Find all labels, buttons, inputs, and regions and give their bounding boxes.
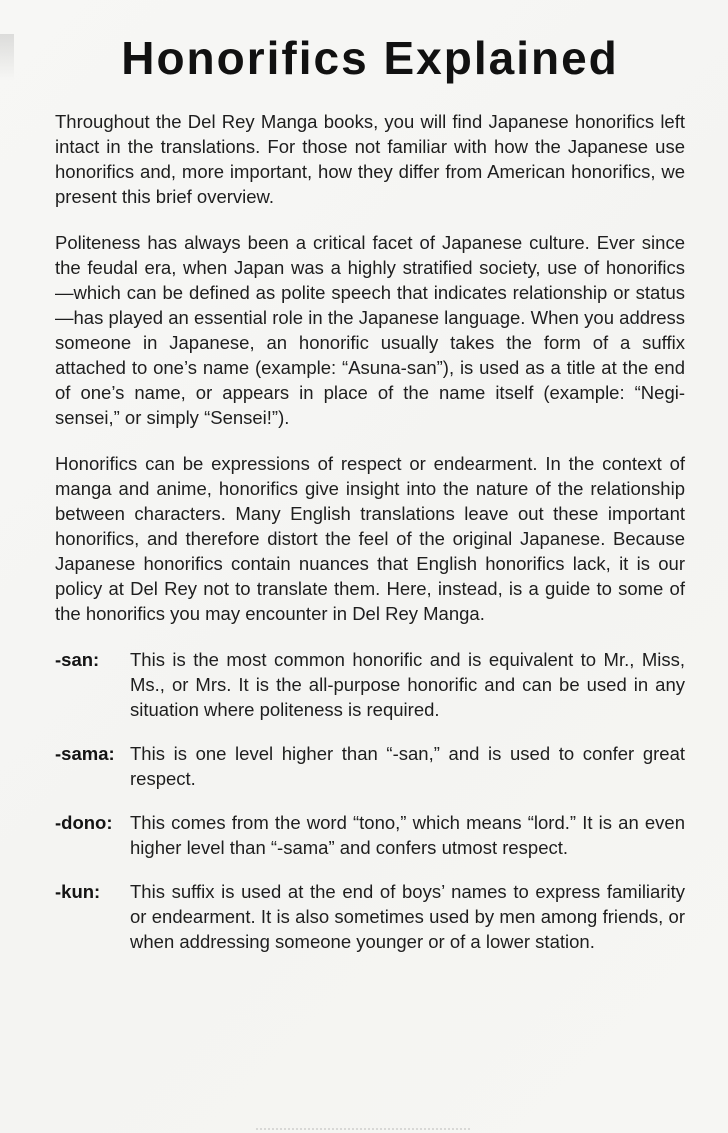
honorific-list: [55, 647, 685, 954]
honorific-term: -dono:: [55, 812, 113, 834]
honorific-definition: This is the most common honorific and is equivalent to Mr., Miss, Ms., or Mrs. It is the all-purpose honorific and can be used in any situation where politeness is required.: [130, 649, 685, 721]
scan-artifact-line: [256, 1128, 470, 1130]
honorific-entry-san: [55, 647, 685, 722]
honorific-entry-dono: [55, 810, 685, 860]
honorific-term: -kun:: [55, 881, 101, 903]
page-title: Honorifics Explained: [121, 32, 619, 84]
honorific-definition: This suffix is used at the end of boys’ names to express familiarity or endearment. It is also sometimes used by men among friends, or when addressing someone younger or of a lower station.: [130, 881, 685, 953]
honorific-entry-kun: [55, 879, 685, 954]
honorific-entry-sama: [55, 741, 685, 791]
manga-honorifics-page: [0, 34, 728, 954]
intro-paragraph-2: Politeness has always been a critical facet of Japanese culture. Ever since the feudal era, when Japan was a highly stratified society, use of honorifics—which can be defined as polite speech that indicates relationship or status—has played an essential role in the Japanese language. When you address someone in Japanese, an honorific usually takes the form of a suffix attached to one’s name (example: “Asuna-san”), is used as a title at the end of one’s name, or appears in place of the name itself (example: “Negi-sensei,” or simply “Sensei!”).: [55, 232, 685, 429]
honorific-definition: This is one level higher than “-san,” and is used to confer great respect.: [130, 743, 685, 790]
honorific-term: -sama:: [55, 743, 115, 765]
intro-paragraph-3: Honorifics can be expressions of respect or endearment. In the context of manga and anime, honorifics give insight into the nature of the relationship between characters. Many English translations leave out these important honorifics, and therefore distort the feel of the original Japanese. Because Japanese honorifics contain nuances that English honorifics lack, it is our policy at Del Rey not to translate them. Here, instead, is a guide to some of the honorifics you may encounter in Del Rey Manga.: [55, 453, 685, 625]
honorific-term: -san:: [55, 649, 100, 671]
honorific-definition: This comes from the word “tono,” which means “lord.” It is an even higher level than “-sama” and confers utmost respect.: [130, 812, 685, 859]
intro-section: [55, 109, 685, 626]
intro-paragraph-1: Throughout the Del Rey Manga books, you will find Japanese honorifics left intact in the translations. For those not familiar with how the Japanese use honorifics and, more important, how they differ from American honorifics, we present this brief overview.: [55, 111, 685, 208]
